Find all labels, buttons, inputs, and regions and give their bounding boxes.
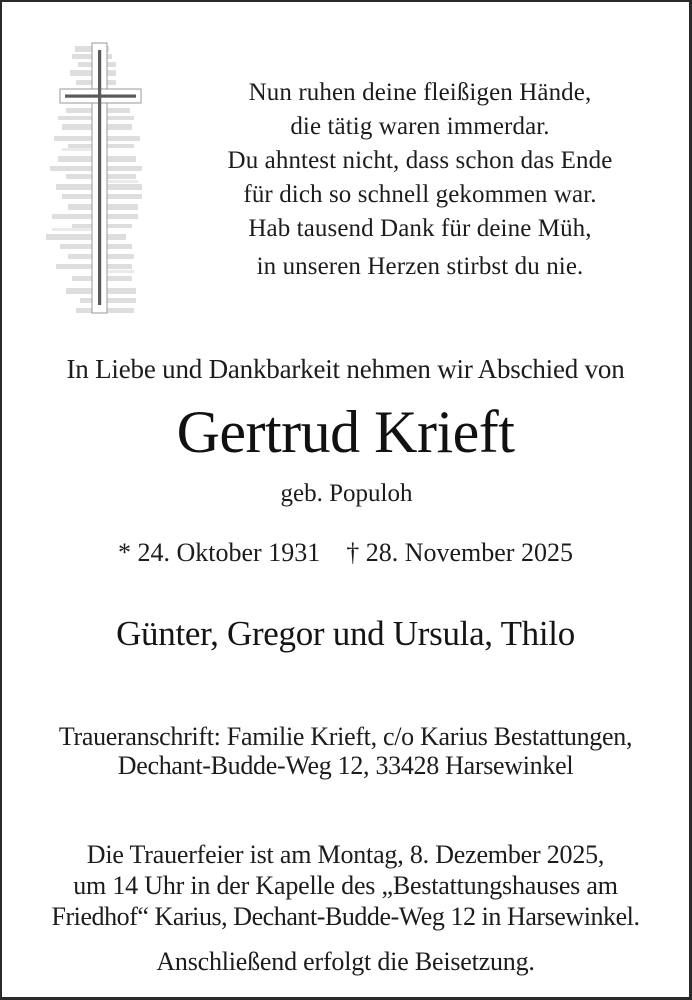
poem-line: Du ahntest nicht, dass schon das Ende (227, 147, 613, 174)
born-symbol: * (118, 538, 132, 567)
poem-line: die tätig waren immerdar. (290, 113, 550, 140)
died-date: 28. November 2025 (365, 538, 573, 567)
cross-icon (32, 32, 162, 332)
intro-text: In Liebe und Dankbarkeit nehmen wir Abschied von (66, 354, 625, 384)
poem-line: Hab tausend Dank für deine Müh, (248, 215, 592, 242)
burial-info: Anschließend erfolgt die Beisetzung. (156, 947, 535, 976)
mourning-address-line-1: Traueranschrift: Familie Krieft, c/o Karius Bestattungen, (58, 722, 633, 751)
born-date: 24. Oktober 1931 (137, 538, 321, 567)
mourners: Günter, Gregor und Ursula, Thilo (116, 614, 575, 653)
poem-line: Nun ruhen deine fleißigen Hände, (248, 79, 592, 106)
cross-decoration (32, 32, 162, 332)
poem (207, 76, 633, 284)
funeral-info-line-2: um 14 Uhr in der Kapelle des „Bestattungshauses am (73, 871, 618, 900)
mourning-address-line-2: Dechant-Budde-Weg 12, 33428 Harsewinkel (117, 751, 574, 780)
died-symbol: † (346, 538, 360, 567)
birth-name: geb. Populoh (280, 480, 413, 507)
funeral-info-line-3: Friedhof“ Karius, Dechant-Budde-Weg 12 in Harsewinkel. (51, 902, 640, 931)
poem-line: für dich so schnell gekommen war. (243, 181, 597, 208)
funeral-info-line-1: Die Trauerfeier ist am Montag, 8. Dezember 2025, (86, 840, 605, 869)
deceased-name: Gertrud Krieft (176, 399, 515, 465)
poem-line: in unseren Herzen stirbst du nie. (256, 253, 584, 280)
life-dates (2, 538, 689, 568)
